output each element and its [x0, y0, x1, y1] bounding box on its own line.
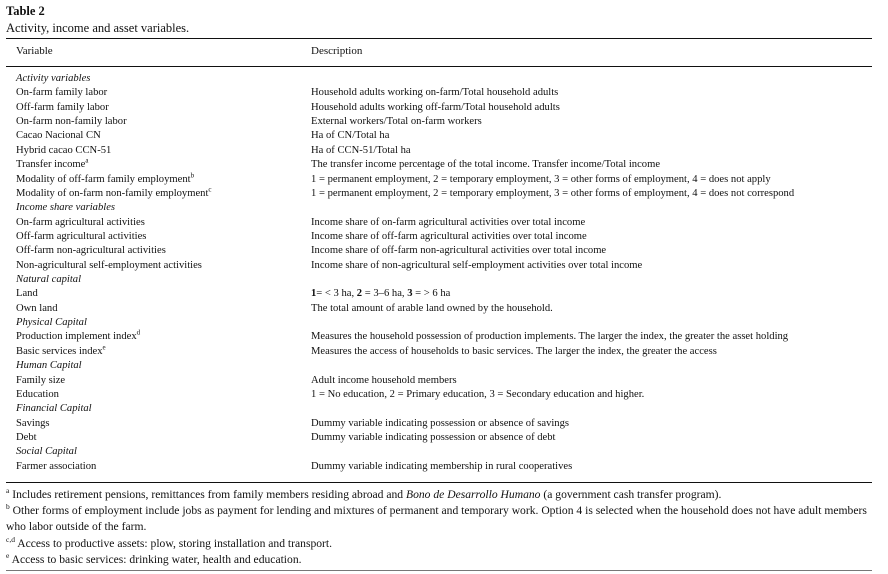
variable-cell — [16, 216, 145, 230]
description-cell: Household adults working off-farm/Total household adults — [311, 101, 560, 113]
variable-cell — [16, 187, 212, 201]
table-row — [0, 170, 888, 187]
table-section-row — [0, 445, 888, 459]
table-section-row — [0, 273, 888, 287]
description-cell — [311, 287, 450, 301]
description-cell: Household adults working on-farm/Total household adults — [311, 87, 559, 99]
variable-cell — [16, 230, 146, 244]
footnote-marker: b — [190, 170, 195, 179]
footnote-marker: a — [85, 156, 89, 165]
table-section-row — [0, 359, 888, 373]
bottom-rule — [6, 482, 872, 483]
table-row — [0, 144, 888, 158]
variable-text: Income share variables — [16, 202, 116, 214]
footnote-mark: a — [6, 486, 10, 496]
footnote-text: Access to basic services: drinking water, health and education. — [9, 552, 302, 566]
table-row — [0, 330, 888, 344]
description-cell: Ha of CCN-51/Total ha — [311, 144, 411, 156]
footnote-mark: b — [6, 502, 10, 512]
variable-text: Non-agricultural self-employment activities — [16, 259, 202, 271]
land-category-range: = > 6 ha — [412, 288, 451, 300]
footnote-mark: c,d — [6, 534, 15, 544]
column-header-variable: Variable — [16, 45, 53, 57]
section-label — [16, 72, 90, 86]
variable-cell — [16, 302, 58, 316]
page-bottom-rule — [6, 570, 872, 571]
variable-cell — [16, 388, 59, 402]
footnote-marker: e — [102, 343, 106, 352]
description-cell: Adult income household members — [311, 374, 457, 386]
footnote-marker: d — [136, 328, 141, 337]
variable-text: Activity variables — [16, 73, 91, 84]
variable-text: Physical Capital — [16, 317, 87, 329]
variable-text: On-farm family labor — [16, 87, 108, 99]
variable-text: Off-farm non-agricultural activities — [16, 245, 166, 257]
variable-text: Land — [16, 288, 38, 300]
description-cell: Ha of CN/Total ha — [311, 130, 390, 142]
variable-cell — [16, 158, 88, 172]
variable-cell — [16, 86, 107, 100]
variable-text: Education — [16, 388, 59, 400]
table-row — [0, 417, 888, 431]
table-row — [0, 460, 888, 474]
variable-text: On-farm non-family labor — [16, 116, 127, 128]
table-row — [0, 259, 888, 273]
variable-text: Debt — [16, 431, 37, 443]
description-cell: Income share of on-farm agricultural activities over total income — [311, 216, 586, 228]
variable-text: Family size — [16, 374, 66, 386]
variable-text: Human Capital — [16, 360, 82, 372]
variable-cell — [16, 374, 65, 388]
table-row — [0, 302, 888, 316]
variable-text: Production implement index — [16, 331, 137, 343]
land-category-range: = < 3 ha, — [316, 288, 357, 300]
top-rule — [6, 38, 872, 39]
variable-cell — [16, 101, 109, 115]
description-cell: 1 = permanent employment, 2 = temporary employment, 3 = other forms of employment, 4 = does not apply — [311, 173, 771, 185]
footnotes — [6, 487, 878, 568]
description-cell: Dummy variable indicating possession or absence of debt — [311, 431, 556, 443]
description-cell: The total amount of arable land owned by the household. — [311, 302, 553, 314]
variable-text: Hybrid cacao CCN-51 — [16, 144, 112, 156]
description-cell: External workers/Total on-farm workers — [311, 116, 482, 128]
variable-text: Financial Capital — [16, 403, 92, 415]
variable-cell — [16, 417, 50, 431]
footnote-a — [6, 487, 878, 503]
variable-cell — [16, 330, 140, 344]
table-section-row — [0, 316, 888, 330]
variable-cell — [16, 345, 106, 359]
description-cell: 1 = No education, 2 = Primary education, 3 = Secondary education and higher. — [311, 388, 645, 400]
description-cell: Measures the household possession of production implements. The larger the index, the greater the asset holding — [311, 331, 789, 343]
table-label: Table 2 — [6, 4, 45, 18]
variable-cell — [16, 144, 111, 158]
section-label — [16, 201, 115, 215]
column-header-description: Description — [311, 45, 363, 57]
footnote-marker: c — [208, 185, 212, 194]
description-cell: Measures the access of households to basic services. The larger the index, the greater the access — [311, 345, 717, 357]
section-label — [16, 273, 81, 287]
footnote-italic-text: Bono de Desarrollo Humano — [405, 488, 541, 501]
variable-text: Farmer association — [16, 460, 97, 472]
variable-cell — [16, 115, 127, 129]
footnote-cd — [6, 536, 878, 552]
description-cell: Income share of off-farm non-agricultural activities over total income — [311, 245, 607, 257]
variable-cell — [16, 287, 38, 301]
description-cell: The transfer income percentage of the total income. Transfer income/Total income — [311, 159, 661, 171]
table-row — [0, 115, 888, 129]
section-label — [16, 445, 77, 459]
header-rule — [6, 66, 872, 67]
variable-text: Own land — [16, 302, 58, 314]
table-row — [0, 374, 888, 388]
table-row — [0, 287, 888, 301]
description-cell: Income share of non-agricultural self-employment activities over total income — [311, 259, 643, 271]
variable-text: Cacao Nacional CN — [16, 130, 101, 142]
footnote-text: Access to productive assets: plow, storing installation and transport. — [14, 536, 333, 550]
table-row — [0, 86, 888, 100]
variable-cell — [16, 259, 202, 273]
variable-text: Basic services index — [16, 345, 103, 357]
table-row — [0, 388, 888, 402]
table-section-row — [0, 402, 888, 416]
variable-cell — [16, 460, 96, 474]
table-caption: Activity, income and asset variables. — [6, 21, 190, 35]
table-section-row — [0, 72, 888, 86]
variable-text: On-farm agricultural activities — [16, 216, 145, 228]
variable-text: Natural capital — [16, 274, 82, 286]
table-row — [0, 230, 888, 244]
table-row — [0, 129, 888, 143]
description-cell: 1 = permanent employment, 2 = temporary employment, 3 = other forms of employment, 4 = does not correspond — [311, 187, 795, 199]
table-row — [0, 345, 888, 359]
description-cell: Income share of off-farm agricultural activities over total income — [311, 230, 587, 242]
footnote-text: Other forms of employment include jobs as payment for lending and mixtures of permanent and temporary work. Option 4 is selected when the household does not have adult members who labor outside of the farm. — [6, 504, 867, 534]
variable-cell — [16, 170, 195, 187]
table-row — [0, 158, 888, 172]
variable-cell — [16, 431, 37, 445]
land-category-range: = 3–6 ha, — [362, 288, 408, 300]
section-label — [16, 402, 92, 416]
table-row — [0, 101, 888, 115]
section-label — [16, 316, 87, 330]
footnote-e — [6, 552, 878, 568]
table-section-row — [0, 201, 888, 215]
table-row — [0, 216, 888, 230]
variable-cell — [16, 129, 101, 143]
section-label — [16, 359, 82, 373]
description-cell: Dummy variable indicating membership in rural cooperatives — [311, 460, 573, 472]
description-cell: Dummy variable indicating possession or absence of savings — [311, 417, 570, 429]
land-category-code: 3 — [407, 288, 413, 300]
variable-text: Transfer income — [16, 159, 86, 171]
variable-text: Off-farm agricultural activities — [16, 230, 147, 242]
table-row — [0, 431, 888, 445]
land-category-code: 1 — [311, 288, 317, 300]
variable-cell — [16, 244, 166, 258]
footnote-text: Includes retirement pensions, remittances from family members residing abroad and — [9, 488, 406, 501]
table-row — [0, 187, 888, 201]
table-body — [0, 72, 888, 474]
footnote-mark: e — [6, 550, 10, 560]
variable-text: Social Capital — [16, 446, 77, 458]
variable-text: Modality of on-farm non-family employment — [16, 187, 209, 199]
footnote-b — [6, 503, 878, 535]
variable-text: Savings — [16, 417, 50, 429]
footnote-text: (a government cash transfer program). — [540, 488, 722, 501]
table-row — [0, 244, 888, 258]
variable-text: Modality of off-farm family employment — [16, 173, 191, 185]
variable-text: Off-farm family labor — [16, 101, 109, 113]
land-category-code: 2 — [356, 288, 363, 300]
